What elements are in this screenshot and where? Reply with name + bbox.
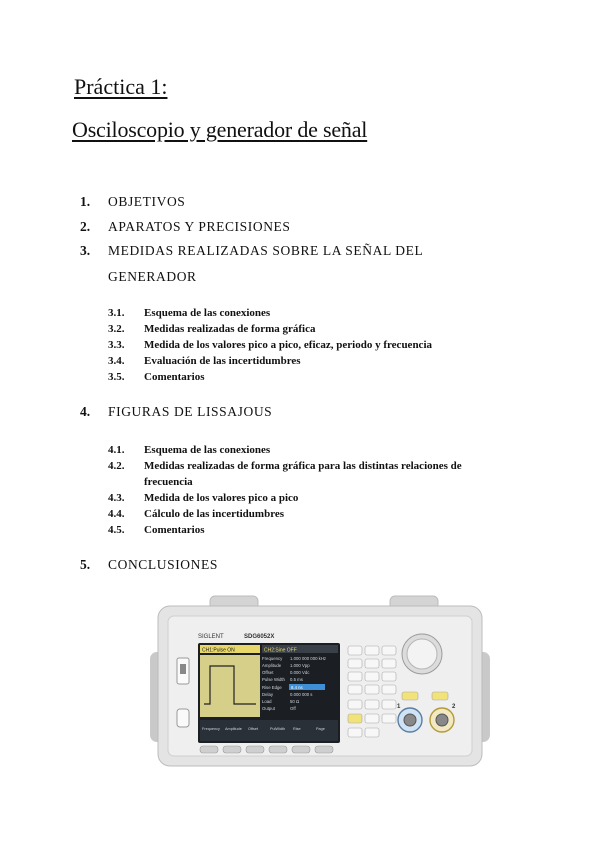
param-value-pulse-width: 0.5 ms bbox=[290, 677, 303, 682]
subsection-title: Esquema de las conexiones bbox=[144, 307, 271, 319]
document-subtitle: Osciloscopio y generador de señal bbox=[72, 117, 368, 142]
channel-tab-1: CH1:Pulse ON bbox=[202, 647, 235, 654]
softkey-label-2: Amplitude bbox=[225, 727, 242, 731]
brand-label: SIGLENT bbox=[198, 634, 224, 640]
subsection-number: 4.1. bbox=[108, 444, 125, 456]
param-value-rise: 8.4 ns bbox=[291, 685, 303, 690]
section-number: 2. bbox=[80, 219, 91, 234]
subsection-title: Comentarios bbox=[144, 371, 205, 383]
param-label-delay: Delay bbox=[262, 692, 273, 697]
section-3-title-cont bbox=[108, 269, 197, 285]
subsection-number: 3.5. bbox=[108, 371, 125, 383]
section-4 bbox=[80, 404, 272, 420]
param-label-output: Output bbox=[262, 706, 275, 711]
param-value-offset: 0.000 Vdc bbox=[290, 670, 310, 675]
section-number: 4. bbox=[80, 404, 91, 419]
section-title: FIGURAS DE LISSAJOUS bbox=[108, 404, 273, 419]
section-title: CONCLUSIONES bbox=[108, 557, 218, 572]
section-title: OBJETIVOS bbox=[108, 194, 186, 209]
channel-tab-2: CH2:Sine OFF bbox=[264, 647, 297, 654]
softkey-label-1: Frequency bbox=[202, 727, 220, 731]
section-5 bbox=[80, 557, 218, 573]
param-label-offset: Offset bbox=[262, 670, 274, 675]
softkey-label-6: Page bbox=[316, 727, 325, 731]
subsection-title: Medidas realizadas de forma gráfica bbox=[144, 323, 316, 335]
subsection-number: 3.1. bbox=[108, 307, 125, 319]
section-title: MEDIDAS REALIZADAS SOBRE LA SEÑAL DEL bbox=[108, 243, 424, 258]
subsection-number: 4.3. bbox=[108, 492, 125, 504]
subsection-number: 3.4. bbox=[108, 355, 125, 367]
signal-generator-image bbox=[150, 594, 490, 772]
section-title-continuation: GENERADOR bbox=[108, 269, 197, 284]
subsection-number: 4.5. bbox=[108, 524, 125, 536]
section-number: 1. bbox=[80, 194, 91, 209]
subsection-number: 3.2. bbox=[108, 323, 125, 335]
model-label: SDG6052X bbox=[244, 634, 275, 640]
subsection-4-2-cont bbox=[144, 474, 193, 490]
section-number: 5. bbox=[80, 557, 91, 572]
section-title: APARATOS Y PRECISIONES bbox=[108, 219, 291, 234]
section-number: 3. bbox=[80, 243, 91, 258]
output-1-label: 1 bbox=[397, 704, 401, 710]
subsection-title: Cálculo de las incertidumbres bbox=[144, 508, 285, 520]
subsection-number: 4.2. bbox=[108, 460, 125, 472]
section-3 bbox=[80, 243, 423, 259]
param-label-load: Load bbox=[262, 699, 272, 704]
subsection-number: 4.4. bbox=[108, 508, 125, 520]
param-value-amplitude: 1.000 Vpp bbox=[290, 663, 310, 668]
softkey-label-4: PulWidth bbox=[270, 727, 286, 731]
param-label-amplitude: Amplitude bbox=[262, 663, 282, 668]
param-value-output: Off bbox=[290, 706, 296, 711]
param-value-load: 50 Ω bbox=[290, 699, 300, 704]
param-label-frequency: Frequency bbox=[262, 656, 283, 661]
subsection-title: Esquema de las conexiones bbox=[144, 444, 271, 456]
param-label-pulse-width: Pulse Width bbox=[262, 677, 285, 682]
output-2-label: 2 bbox=[452, 704, 456, 710]
section-1 bbox=[80, 194, 185, 210]
subsection-title: Medidas realizadas de forma gráfica para las distintas relaciones de bbox=[144, 460, 462, 472]
param-value-frequency: 1.000 000 000 kHz bbox=[290, 656, 327, 661]
section-2 bbox=[80, 219, 291, 235]
subsection-title: Medida de los valores pico a pico, eficaz, periodo y frecuencia bbox=[144, 339, 432, 351]
subsection-title: Evaluación de las incertidumbres bbox=[144, 355, 301, 367]
document-title: Práctica 1: bbox=[74, 74, 168, 99]
subsection-title-continuation: frecuencia bbox=[144, 476, 193, 488]
subsection-title: Comentarios bbox=[144, 524, 205, 536]
subsection-number: 3.3. bbox=[108, 339, 125, 351]
subsection-title: Medida de los valores pico a pico bbox=[144, 492, 299, 504]
softkey-label-5: Rise bbox=[293, 727, 301, 731]
softkey-label-3: Offset bbox=[248, 727, 259, 731]
param-value-delay: 0.000 000 s bbox=[290, 692, 313, 697]
param-label-rise: Rise Edge bbox=[262, 685, 282, 690]
